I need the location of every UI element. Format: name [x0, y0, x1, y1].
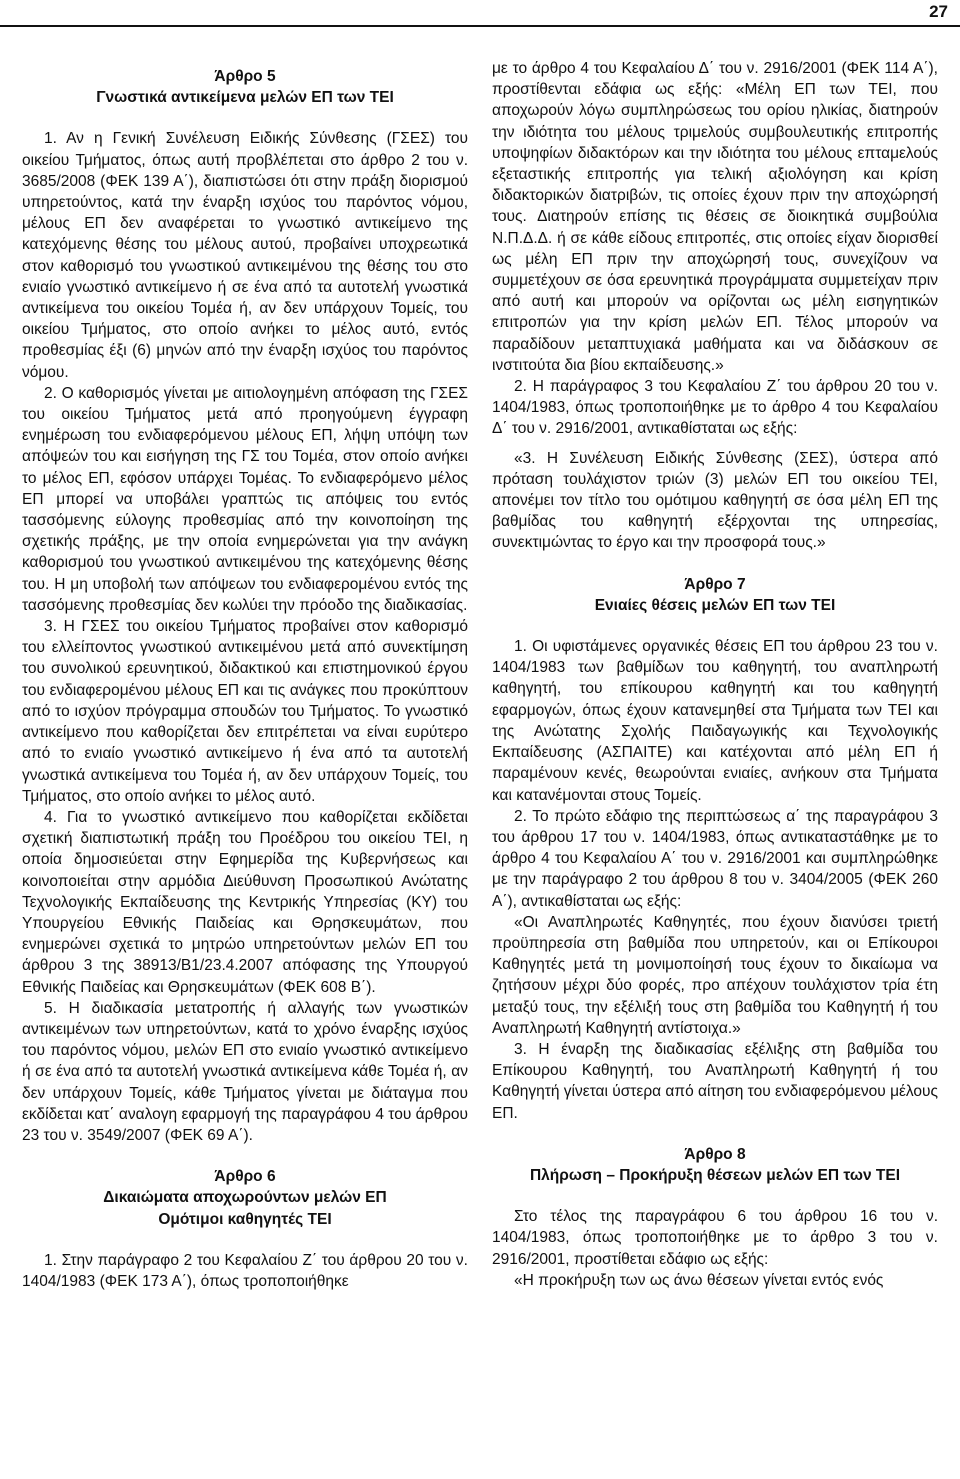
article5-title: Άρθρο 5	[214, 68, 276, 85]
article6-paragraph-1-continued: με το άρθρο 4 του Κεφαλαίου Δ΄ του ν. 2916/2001 (ΦΕΚ 114 Α΄), προστίθενται εδάφια ως εξής: «Μέλη ΕΠ των ΤΕΙ, που αποχωρούν λόγω συμπληρώσεως του ορίου ηλικίας, διατηρούν την ιδιότητα του μέλους τριμελούς συμβουλευτικής επιτροπής υποψηφίων διδακτόρων και την ιδιότητα του μέλους επταμελούς εξεταστικής επιτροπής για τελική αξιολόγηση και κρίση διδακτορικών διατριβών, τις οποίες έχουν πριν την αποχώρησή τους. Διατηρούν επίσης τις θέσεις σε διοικητικά συμβούλια Ν.Π.Δ.Δ. ή σε κάθε είδους επιτροπές, στις οποίες είχαν διορισθεί ως μέλη ΕΠ πριν την αποχώρησή τους, συνεχίζουν να συμμετέχουν σε όσα ερευνητικά προγράμματα συμμετείχαν πριν από αυτή και μπορούν να ορίζονται ως μέλη εισηγητικών επιτροπών για την κρίση μελών ΕΠ. Τέλος μπορούν να παραδίδουν μεταπτυχιακά μαθήματα και να διδάσκουν σε ινστιτούτα δια βίου εκπαίδευσης.»	[492, 60, 938, 374]
article5-paragraph-3: 3. Η ΓΣΕΣ του οικείου Τμήματος προβαίνει στον καθορισμό του ελλείποντος γνωστικού αντικειμένου μετά από συνεκτίμηση του συνολικού ερευνητικού, διδακτικού και επιστημονικού έργου του ενδιαφερομένου μέλους ΕΠ και τις ανάγκες που προκύπτουν από το ισχύον πρόγραμμα σπουδών του Τμήματος. Το γνωστικό αντικείμενο που καθορίζεται δεν επιτρέπεται να είναι ευρύτερο από το ενιαίο γνωστικό αντικείμενο ή ένα από τα αυτοτελή γνωστικά αντικείμενα του Τομέα ή, αν δεν υπάρχουν Τομείς, του Τμήματος, στο οποίο ανήκει το μέλος αυτό.	[22, 618, 468, 805]
article8-subtitle: Πλήρωση – Προκήρυξη θέσεων μελών ΕΠ των ΤΕΙ	[529, 1166, 901, 1184]
article6-subtitle-1: Δικαιώματα αποχωρούντων μελών ΕΠ	[103, 1189, 387, 1207]
article7-subtitle: Ενιαίες θέσεις μελών ΕΠ των ΤΕΙ	[594, 596, 836, 614]
right-column	[492, 58, 938, 1291]
article5-paragraph-4: 4. Για το γνωστικό αντικείμενο που καθορίζεται εκδίδεται σχετική διαπιστωτική πράξη του Προέδρου του οικείου ΤΕΙ, η οποία δημοσιεύεται στην Εφημερίδα της Κυβερνήσεως και κοινοποιείται στην αρμόδια Διεύθυνση Προσωπικού Ανώτατης Τεχνολογικής Εκπαίδευσης της Κεντρικής Υπηρεσίας (ΚΥ) του Υπουργείου Εθνικής Παιδείας και Θρησκευμάτων, που ενημερώνει σχετικά το μητρώο υπηρετούντων μελών ΕΠ του άρθρου 3 της 38913/Β1/23.4.2007 απόφασης της Υπουργού Εθνικής Παιδείας και Θρησκευμάτων (ΦΕΚ 608 Β΄).	[22, 808, 468, 996]
article7-paragraph-2: 2. Το πρώτο εδάφιο της περιπτώσεως α΄ της παραγράφου 3 του άρθρου 17 του ν. 1404/1983, όπως αντικαταστάθηκε με το άρθρο 4 του Κεφαλαίου Α΄ του ν. 2916/2001 και συμπληρώθηκε με την παράγραφο 2 του άρθρου 8 του ν. 3404/2005 (ΦΕΚ 260 Α΄), αντικαθίσταται ως εξής:	[492, 807, 938, 910]
article5-subtitle: Γνωστικά αντικείμενα μελών ΕΠ των ΤΕΙ	[96, 89, 394, 107]
article5-paragraph-5: 5. Η διαδικασία μετατροπής ή αλλαγής των γνωστικών αντικειμένων των υπηρετούντων, κατά το χρόνο έναρξης ισχύος του παρόντος νόμου, μελών ΕΠ στο ενιαίο γνωστικό αντικείμενο ή σε ένα από τα αυτοτελή γνωστικά αντικείμενα κάθε Τομέα ή, αν δεν υπάρχουν Τομείς, κάθε Τμήματος γίνεται με διάταγμα που εκδίδεται κατ΄ αναλογη εφαρμογή της παραγράφου 4 του άρθρου 23 του ν. 3549/2007 (ΦΕΚ 69 Α΄).	[22, 999, 468, 1144]
page-number: 27	[929, 2, 948, 21]
article6-subtitle-2: Ομότιμοι καθηγητές ΤΕΙ	[158, 1210, 332, 1228]
article5-paragraph-2: 2. Ο καθορισμός γίνεται με αιτιολογημένη απόφαση της ΓΣΕΣ του οικείου Τμήματος μετά από προηγούμενη έγγραφη ενημέρωση του ενδιαφερόμενου μέλους ΕΠ, λήψη υπόψη των απόψεών του και εισήγηση της ΓΣ του Τομέα, στον οποίο ανήκει το μέλος ΕΠ, εφόσον υπάρχει Τομέας. Το ενδιαφερόμενο μέλος ΕΠ μπορεί να υποβάλει γραπτώς τις απόψεις του εντός τασσόμενης εύλογης προθεσμίας από την κοινοποίηση της σχετικής πράξης, με την οποία ενημερώνεται για την ανάγκη καθορισμού του γνωστικού αντικειμένου της κατεχόμενης θέσης του. Η μη υποβολή των απόψεων του ενδιαφερομένου εντός της τασσόμενης προθεσμίας δεν κωλύει την πρόοδο της διαδικασίας.	[22, 384, 468, 614]
header-rule	[0, 25, 960, 27]
left-column	[22, 58, 468, 1292]
article7-title: Άρθρο 7	[684, 575, 746, 593]
article8-paragraph-1: Στο τέλος της παραγράφου 6 του άρθρου 16 του ν. 1404/1983, όπως τροποποιήθηκε με το άρθρο 3 του ν. 2916/2001, προστίθεται εδάφιο ως εξής:	[492, 1208, 938, 1268]
article7-paragraph-2-quote: «Οι Αναπληρωτές Καθηγητές, που έχουν διανύσει τριετή προϋπηρεσία στη βαθμίδα που υπηρετούν, και οι Επίκουροι Καθηγητές μετά τη μονιμοποίησή τους έχουν το δικαίωμα να ζητήσουν μέχρι δύο φορές, προ απέχουν τουλάχιστον τρία έτη μεταξύ τους, την εξέλιξή τους στη βαθμίδα του Καθηγητή ή του Αναπληρωτή Καθηγητή αντίστοιχα.»	[492, 913, 938, 1037]
article6-paragraph-1: 1. Στην παράγραφο 2 του Κεφαλαίου Ζ΄ του άρθρου 20 του ν. 1404/1983 (ΦΕΚ 173 Α΄), όπως τροποποιήθηκε	[22, 1251, 468, 1290]
article6-paragraph-2: 2. Η παράγραφος 3 του Κεφαλαίου Ζ΄ του άρθρου 20 του ν. 1404/1983, όπως τροποποιήθηκε με το άρθρο 4 του Κεφαλαίου Δ΄ του ν. 2916/2001, αντικαθίσταται ως εξής:	[492, 378, 938, 438]
article8-title: Άρθρο 8	[684, 1145, 746, 1163]
article7-paragraph-3: 3. Η έναρξη της διαδικασίας εξέλιξης στη βαθμίδα του Επίκουρου Καθηγητή, του Αναπληρωτή Καθηγητή ή του Καθηγητή γίνεται ύστερα από αίτηση του ενδιαφερόμενου μέλους ΕΠ.	[492, 1040, 938, 1122]
article6-title: Άρθρο 6	[214, 1168, 276, 1186]
article8-paragraph-2: «Η προκήρυξη των ως άνω θέσεων γίνεται εντός ενός	[514, 1271, 884, 1289]
article7-paragraph-1: 1. Οι υφιστάμενες οργανικές θέσεις ΕΠ του άρθρου 23 του ν. 1404/1983 των βαθμίδων του καθηγητή, του αναπληρωτή καθηγητή, του επίκουρου καθηγητή και του καθηγητή εφαρμογών, όπως έχουν κατανεμηθεί στα Τμήματα των ΤΕΙ και της Ανώτατης Σχολής Παιδαγωγικής και Τεχνολογικής Εκπαίδευσης (ΑΣΠΑΙΤΕ) και κατέχονται από μέλη ΕΠ ή παραμένουν κενές, θεωρούνται ενιαίες, ανήκουν στα Τμήματα και κατανέμονται στους Τομείς.	[492, 638, 938, 804]
article6-paragraph-3: «3. Η Συνέλευση Ειδικής Σύνθεσης (ΣΕΣ), ύστερα από πρόταση τουλάχιστον τριών (3) μελών ΕΠ του οικείου ΤΕΙ, απονέμει τον τίτλο του ομότιμου καθηγητή σε όσα μέλη ΕΠ της βαθμίδας του καθηγητή εξέρχονται της υπηρεσίας, συνεκτιμώντας το έργο και την προσφορά τους.»	[492, 449, 938, 552]
article5-paragraph-1: 1. Αν η Γενική Συνέλευση Ειδικής Σύνθεσης (ΓΣΕΣ) του οικείου Τμήματος, όπως αυτή προβλέπεται στο άρθρο 2 του ν. 3685/2008 (ΦΕΚ 139 Α΄), διαπιστώσει ότι στην πράξη διορισμού υπηρετούντος, κατά την έναρξη ισχύος του παρόντος νόμου, μέλους ΕΠ δεν αναφέρεται το γνωστικό αντικείμενο της κατεχόμενης θέσης του μέλους αυτού, προβαίνει υποχρεωτικά στον καθορισμό του γνωστικού αντικειμένου της θέσης του στο ενιαίο γνωστικό αντικείμενο ή σε ένα από τα αυτοτελή γνωστικά αντικείμενα του οικείου Τομέα ή, αν δεν υπάρχουν Τομείς, του οικείου Τμήματος, στο οποίο ανήκει το μέλος αυτό, εντός προθεσμίας έξι (6) μηνών από την έναρξη ισχύος του παρόντος νόμου.	[22, 130, 468, 381]
